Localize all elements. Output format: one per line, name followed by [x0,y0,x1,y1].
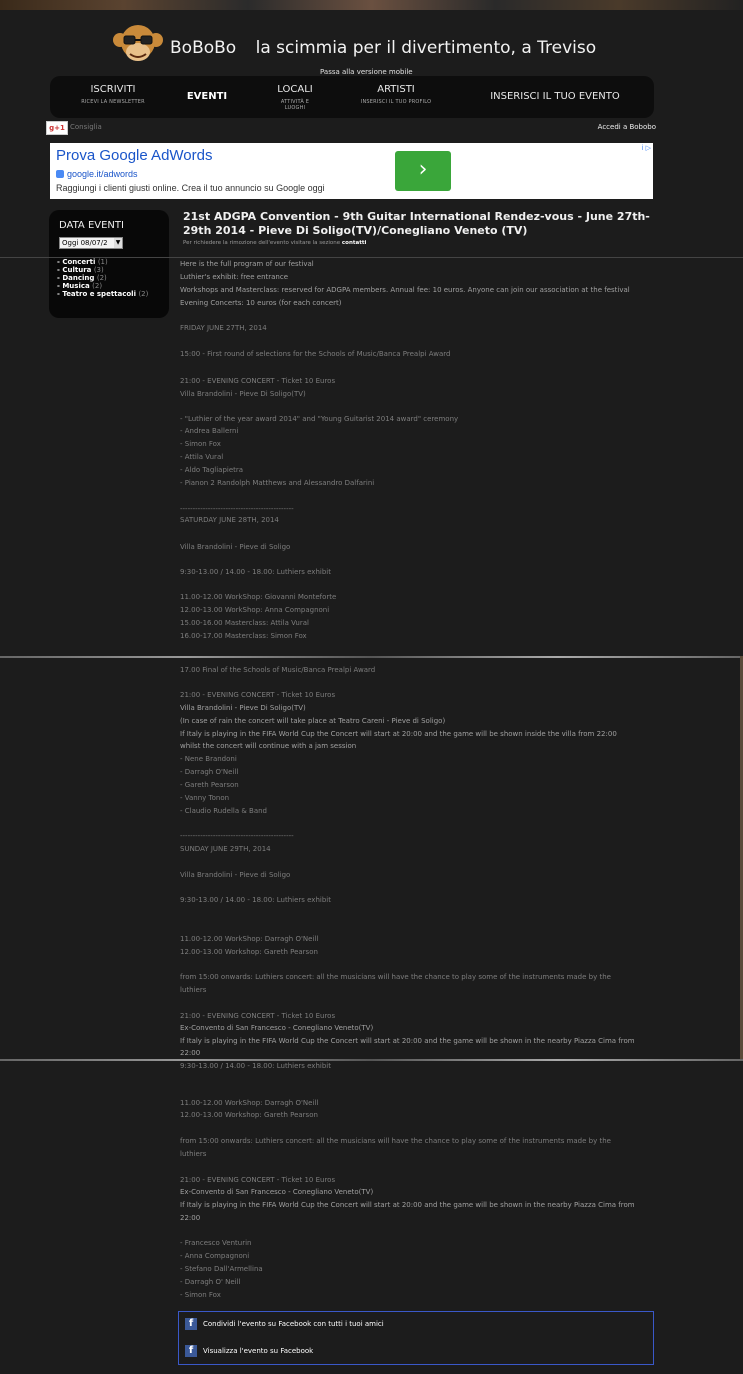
main-nav [50,76,654,118]
nav-eventi[interactable] [180,91,234,102]
adwords-banner[interactable] [50,143,653,199]
category-label: - Teatro e spettacoli [57,290,136,298]
desc-line: SATURDAY JUNE 28TH, 2014 [180,516,279,524]
category-label: - Cultura [57,266,92,274]
category-count: (2) [96,274,107,282]
desc-line: 21:00 - EVENING CONCERT - Ticket 10 Euros [180,691,336,699]
desc-line: Villa Brandolini - Pieve Di Soligo(TV) [180,390,306,398]
desc-line: from 15:00 onwards: Luthiers concert: all the musicians will have the chance to play some of the instruments made by the [180,973,611,981]
desc-line: - Anna Compagnoni [180,1252,250,1260]
removal-note-text: Per richiedere la rimozione dell'evento visitare la sezione [183,240,341,246]
desc-line: - Gareth Pearson [180,781,239,789]
facebook-view-button[interactable] [185,1345,313,1359]
category-item[interactable] [57,258,148,266]
desc-line: Here is the full program of our festival [180,260,314,268]
desc-line: - Aldo Tagliapietra [180,466,244,474]
event-removal-note [183,240,366,246]
desc-line: Villa Brandolini - Pieve Di Soligo(TV) [180,704,306,712]
divider [0,257,743,258]
category-count: (1) [97,258,108,266]
nav-label: INSERISCI IL TUO EVENTO [490,91,620,102]
desc-line: 16.00-17.00 Masterclass: Simon Fox [180,632,307,640]
facebook-view-label: Visualizza l'evento su Facebook [203,1347,314,1355]
desc-line: 11.00-12.00 WorkShop: Darragh O'Neill [180,935,319,943]
desc-line: 15:00 - First round of selections for the Schools of Music/Banca Prealpi Award [180,350,451,358]
desc-line: 22:00 [180,1049,201,1057]
nav-sublabel: RICEVI LA NEWSLETTER [81,99,145,105]
desc-line: - Darragh O'Neill [180,768,239,776]
desc-line: SUNDAY JUNE 29TH, 2014 [180,845,271,853]
category-count: (2) [138,290,149,298]
desc-line: 17.00 Final of the Schools of Music/Banca Prealpi Award [180,666,376,674]
category-label: - Musica [57,282,90,290]
facebook-share-button[interactable] [185,1318,384,1332]
category-item[interactable] [57,290,148,298]
desc-line: 12.00-13.00 Workshop: Gareth Pearson [180,1111,318,1119]
desc-line: --------------------------------------------- [180,505,294,513]
gplus-label: Consiglia [70,123,102,131]
desc-line: 21:00 - EVENING CONCERT - Ticket 10 Euros [180,377,336,385]
desc-line: 11.00-12.00 WorkShop: Darragh O'Neill [180,1099,319,1107]
desc-line: luthiers [180,986,207,994]
desc-line: Workshops and Masterclass: reserved for ADGPA members. Annual fee: 10 euros. Anyone can join our association at the festival [180,286,630,294]
category-item[interactable] [57,274,148,282]
date-select[interactable] [59,237,123,249]
desc-line: - Andrea Ballerni [180,427,239,435]
sidebar-title: DATA EVENTI [59,220,124,231]
desc-line: Villa Brandolini - Pieve di Soligo [180,871,291,879]
desc-line: If Italy is playing in the FIFA World Cup the Concert will start at 20:00 and the game will be shown in the nearby Piazza Cima from [180,1201,635,1209]
nav-label: EVENTI [186,91,228,102]
desc-line: 11.00-12.00 WorkShop: Giovanni Monteforte [180,593,337,601]
desc-line: - Vanny Tonon [180,794,230,802]
site-header [0,10,743,74]
facebook-box [178,1311,654,1365]
facebook-share-label: Condividi l'evento su Facebook con tutti i tuoi amici [203,1320,384,1328]
desc-line: Ex-Convento di San Francesco - Conegliano Veneto(TV) [180,1024,374,1032]
desc-line: Ex-Convento di San Francesco - Conegliano Veneto(TV) [180,1188,374,1196]
ad-url[interactable] [56,169,138,179]
desc-line: --------------------------------------------- [180,832,294,840]
ad-arrow-button[interactable]: › [395,151,451,191]
ad-badge-icon [56,170,64,178]
desc-line: If Italy is playing in the FIFA World Cup the Concert will start at 20:00 and the game will be shown in the nearby Piazza Cima from [180,1037,635,1045]
desc-line: - Stefano Dall'Armellina [180,1265,263,1273]
nav-label: ARTISTI [377,84,415,95]
desc-line: - Claudio Rudella & Band [180,807,268,815]
ad-title[interactable]: Prova Google AdWords [56,147,213,164]
desc-line: - Simon Fox [180,1291,221,1299]
date-select-value: Oggi 08/07/2 [62,239,108,247]
category-item[interactable] [57,282,148,290]
desc-line: - Attila Vural [180,453,224,461]
google-plus-button[interactable]: g+1 [46,121,68,135]
nav-inserisci-evento[interactable] [490,91,620,102]
desc-line: 12.00-13.00 WorkShop: Anna Compagnoni [180,606,330,614]
desc-line: from 15:00 onwards: Luthiers concert: all the musicians will have the chance to play some of the instruments made by the [180,1137,611,1145]
chevron-down-icon: ▼ [115,239,121,246]
nav-sublabel: INSERISCI IL TUO PROFILO [360,99,432,105]
site-tagline: la scimmia per il divertimento, a Treviso [255,38,597,58]
desc-line: 9:30-13.00 / 14.00 - 18.00: Luthiers exhibit [180,1062,331,1070]
desc-line: 21:00 - EVENING CONCERT - Ticket 10 Euros [180,1176,336,1184]
category-count: (2) [92,282,103,290]
desc-line: If Italy is playing in the FIFA World Cup the Concert will start at 20:00 and the game will be shown inside the villa from 22:00 [180,730,617,738]
nav-label: ISCRIVITI [90,84,136,95]
desc-line: FRIDAY JUNE 27TH, 2014 [180,324,267,332]
desc-line: - "Luthier of the year award 2014" and "Young Guitarist 2014 award" ceremony [180,415,459,423]
sidebar-date-events [49,210,169,318]
contacts-link[interactable]: contatti [341,240,367,246]
desc-line: (In case of rain the concert will take place at Teatro Careni - Pieve di Soligo) [180,717,446,725]
monkey-logo-icon[interactable] [110,22,166,70]
desc-line: luthiers [180,1150,207,1158]
desc-line: 22:00 [180,1214,201,1222]
category-list [57,258,148,298]
nav-label: LOCALI [277,84,313,95]
event-title: 21st ADGPA Convention - 9th Guitar International Rendez-vous - June 27th-29th 2014 - Pieve Di Soligo(TV)/Conegliano Veneto (TV) [183,210,650,237]
screenshot-seam [0,1059,743,1061]
desc-line: 12.00-13.00 Workshop: Gareth Pearson [180,948,318,956]
brand-name[interactable]: BoBoBo [170,38,237,58]
nav-sublabel: ATTIVITÀ E LUOGHI [280,99,310,111]
top-background-strip [0,0,743,10]
category-count: (3) [93,266,104,274]
desc-line: 9:30-13.00 / 14.00 - 18.00: Luthiers exhibit [180,568,331,576]
mobile-version-link[interactable]: Passa alla versione mobile [320,68,413,76]
desc-line: Luthier's exhibit: free entrance [180,273,289,281]
screenshot-seam [0,656,743,658]
desc-line: - Simon Fox [180,440,221,448]
ad-url-text: google.it/adwords [67,169,138,179]
login-link[interactable]: Accedi a Bobobo [597,123,656,131]
category-item[interactable] [57,266,148,274]
desc-line: 9:30-13.00 / 14.00 - 18.00: Luthiers exhibit [180,896,331,904]
site-title [170,38,596,58]
ad-description: Raggiungi i clienti giusti online. Crea il tuo annuncio su Google oggi [56,183,325,193]
desc-line: whilst the concert will continue with a jam session [180,742,357,750]
category-label: - Concerti [57,258,96,266]
facebook-icon: f [185,1318,197,1330]
nav-locali[interactable] [270,84,320,111]
desc-line: - Darragh O' Neill [180,1278,241,1286]
category-label: - Dancing [57,274,95,282]
desc-line: Villa Brandolini - Pieve di Soligo [180,543,291,551]
desc-line: 21:00 - EVENING CONCERT - Ticket 10 Euros [180,1012,336,1020]
desc-line: - Francesco Venturin [180,1239,252,1247]
facebook-icon: f [185,1345,197,1357]
ad-info-icon[interactable]: i ▷ [641,144,651,152]
nav-iscriviti[interactable] [80,84,146,105]
desc-line: - Nene Brandoni [180,755,237,763]
nav-artisti[interactable] [360,84,432,105]
desc-line: Evening Concerts: 10 euros (for each concert) [180,299,342,307]
desc-line: - Pianon 2 Randolph Matthews and Alessandro Dalfarini [180,479,375,487]
desc-line: 15.00-16.00 Masterclass: Attila Vural [180,619,309,627]
social-row [46,121,656,135]
